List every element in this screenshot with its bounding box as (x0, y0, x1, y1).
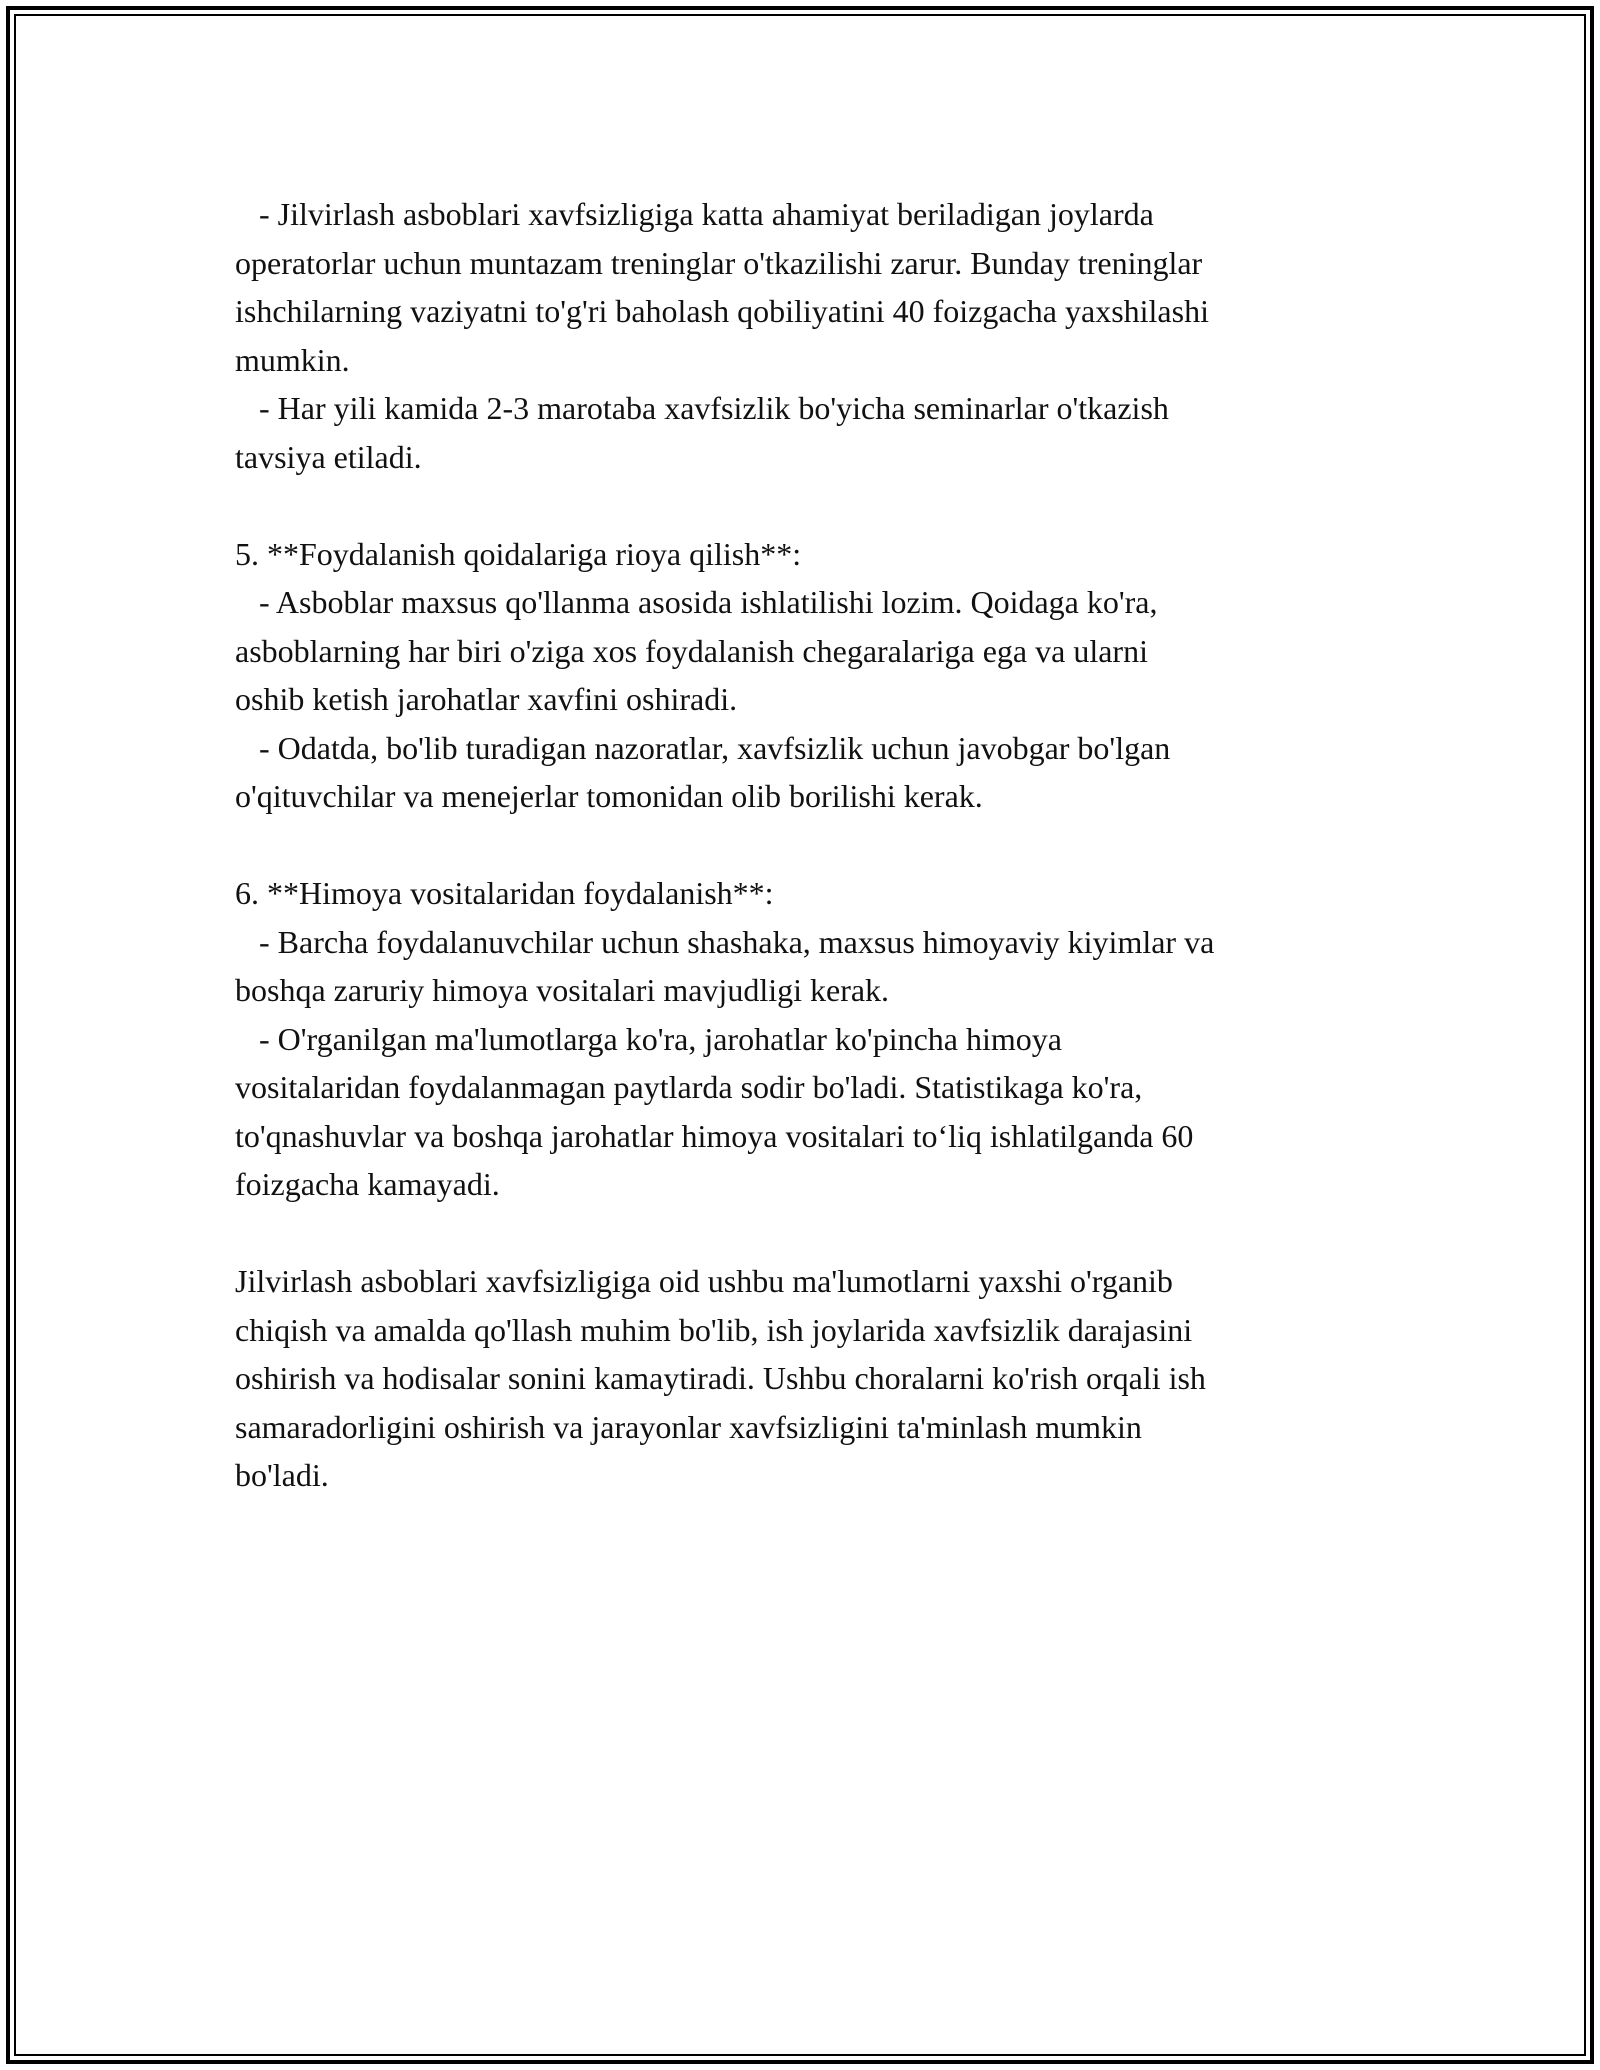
text-line: to'qnashuvlar va boshqa jarohatlar himoya vositalari to‘liq ishlatilganda 60 (235, 1117, 1194, 1154)
paragraph-gap (235, 1209, 1375, 1258)
text-line: - Har yili kamida 2-3 marotaba xavfsizlik bo'yicha seminarlar o'tkazish (235, 390, 1169, 426)
text-line: - Jilvirlash asboblari xavfsizligiga katta ahamiyat beriladigan joylarda (235, 196, 1154, 232)
text-line: - Barcha foydalanuvchilar uchun shashaka, maxsus himoyaviy kiyimlar va (235, 923, 1215, 960)
text-line: oshirish va hodisalar sonini kamaytiradi. Ushbu choralarni ko'rish orqali ish (235, 1360, 1206, 1396)
text-line: boshqa zaruriy himoya vositalari mavjudligi kerak. (235, 972, 890, 1008)
text-line: tavsiya etiladi. (235, 438, 422, 475)
paragraph-gap (235, 481, 1375, 530)
document-body (235, 190, 1375, 1500)
text-line: oshib ketish jarohatlar xavfini oshiradi. (235, 681, 738, 717)
paragraph-gap (235, 821, 1375, 870)
text-line: asboblarning har biri o'ziga xos foydalanish chegaralariga ega va ularni (235, 632, 1148, 669)
text-line: ishchilarning vaziyatni to'g'ri baholash qobiliyatini 40 foizgacha yaxshilashi (235, 293, 1209, 329)
text-line: o'qituvchilar va menejerlar tomonidan olib borilishi kerak. (235, 778, 983, 814)
text-line: - O'rganilgan ma'lumotlarga ko'ra, jarohatlar ko'pincha himoya (235, 1020, 1062, 1057)
text-line: mumkin. (235, 341, 350, 378)
section-heading: 5. **Foydalanish qoidalariga rioya qilish**: (235, 535, 802, 572)
text-line: samaradorligini oshirish va jarayonlar xavfsizligini ta'minlash mumkin (235, 1408, 1142, 1445)
text-line: chiqish va amalda qo'llash muhim bo'lib, ish joylarida xavfsizlik darajasini (235, 1311, 1193, 1348)
text-line: operatorlar uchun muntazam treninglar o'tkazilishi zarur. Bunday treninglar (235, 244, 1203, 281)
text-line: - Odatda, bo'lib turadigan nazoratlar, xavfsizlik uchun javobgar bo'lgan (235, 729, 1171, 766)
section-heading: 6. **Himoya vositalaridan foydalanish**: (235, 875, 774, 911)
text-line: - Asboblar maxsus qo'llanma asosida ishlatilishi lozim. Qoidaga ko'ra, (235, 584, 1158, 620)
text-line: vositalaridan foydalanmagan paytlarda sodir bo'ladi. Statistikaga ko'ra, (235, 1069, 1143, 1105)
text-line: Jilvirlash asboblari xavfsizligiga oid ushbu ma'lumotlarni yaxshi o'rganib (235, 1263, 1173, 1299)
text-line: foizgacha kamayadi. (235, 1166, 500, 1202)
text-line: bo'ladi. (235, 1457, 329, 1493)
